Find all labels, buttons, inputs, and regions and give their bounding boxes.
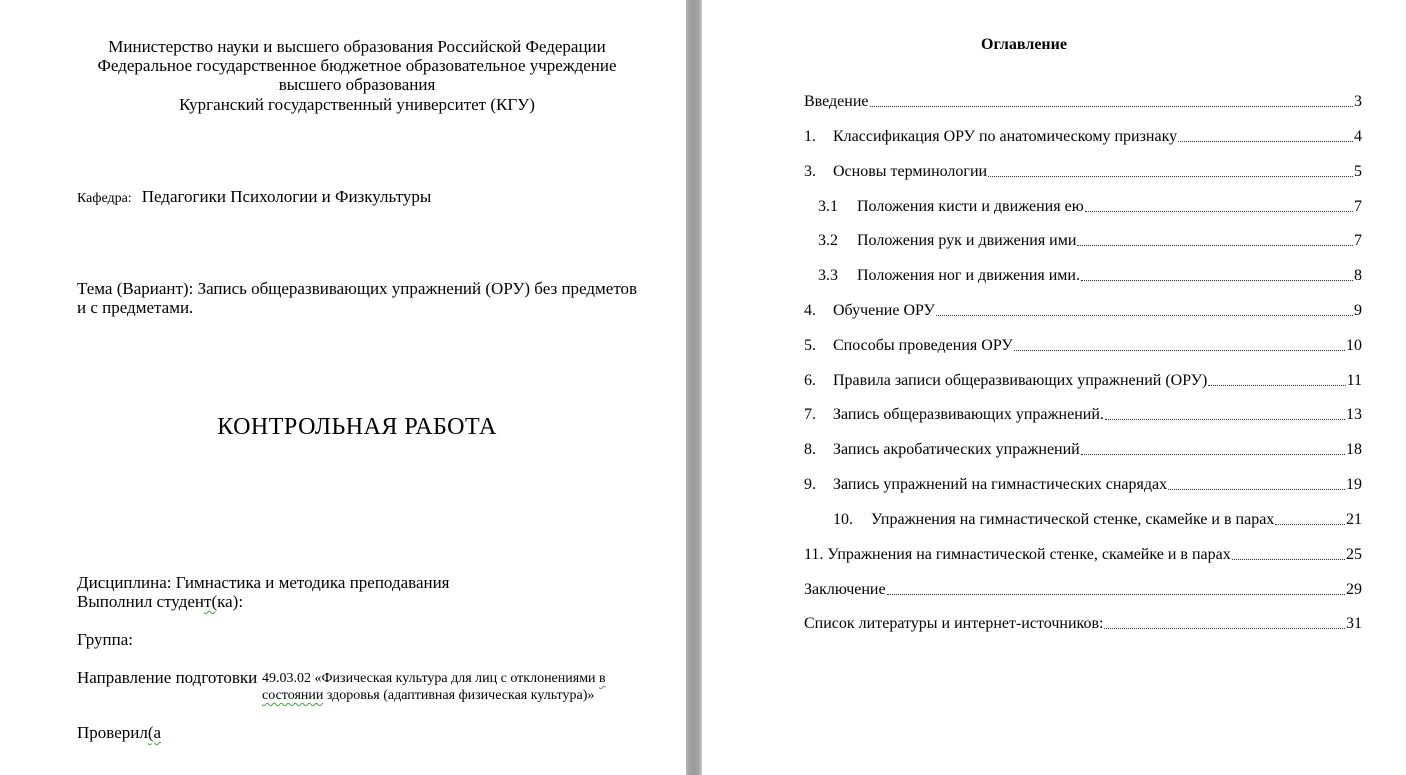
toc-entry[interactable] (804, 125, 1362, 147)
toc-entry-text: Основы терминологии (833, 163, 988, 180)
toc-entry[interactable] (804, 438, 1362, 460)
title-page (0, 0, 686, 775)
toc-entry-text: Классификация ОРУ по анатомическому признаку (833, 128, 1178, 145)
topic-line-1: Тема (Вариант): Запись общеразвивающих упражнений (ОРУ) без предметов (77, 279, 638, 298)
checked-by-line (77, 723, 161, 742)
toc-page-number: 21 (1346, 511, 1362, 528)
toc-leader (887, 594, 1345, 595)
toc-entry[interactable] (804, 578, 1362, 600)
toc-entry-text: Запись общеразвивающих упражнений. (833, 406, 1104, 423)
toc-entry[interactable] (804, 369, 1362, 391)
toc-page-number: 8 (1354, 267, 1362, 284)
toc-page-number: 25 (1346, 546, 1362, 563)
toc-leader (1232, 559, 1345, 560)
toc-title: Оглавление (981, 36, 1067, 53)
education-level-line: высшего образования (278, 75, 436, 94)
toc-entry[interactable] (804, 299, 1362, 321)
toc-entry-text: Запись акробатических упражнений (833, 441, 1080, 458)
student-line (77, 592, 243, 611)
toc-entry-text: Способы проведения ОРУ (833, 337, 1013, 354)
toc-entry-number: 4. (804, 302, 816, 319)
spellcheck-mark: в (599, 671, 606, 686)
toc-leader (1077, 245, 1353, 246)
toc-entry-number: 9. (804, 476, 816, 493)
toc-page-number: 3 (1354, 93, 1362, 110)
department-value: Педагогики Психологии и Физкультуры (141, 187, 432, 206)
direction-label: Направление подготовки (77, 668, 258, 687)
work-type-title: КОНТРОЛЬНАЯ РАБОТА (217, 414, 497, 440)
toc-entry-text: Положения кисти и движения ею (857, 198, 1084, 215)
toc-page-number: 4 (1354, 128, 1362, 145)
toc-entry-text: Положения ног и движения ими. (857, 267, 1080, 284)
toc-entry[interactable] (804, 90, 1362, 112)
toc-leader (1104, 628, 1345, 629)
toc-entry[interactable] (804, 473, 1362, 495)
toc-entry-number: 6. (804, 372, 816, 389)
toc-leader (936, 315, 1353, 316)
toc-entry-number: 10. (833, 511, 853, 528)
toc-entry-number: 8. (804, 441, 816, 458)
toc-entry-text: Список литературы и интернет-источников: (804, 615, 1104, 632)
group-line: Группа: (77, 630, 133, 649)
toc-entry-text: Введение (804, 93, 869, 110)
toc-leader (1208, 385, 1345, 386)
toc-entry[interactable] (804, 160, 1362, 182)
toc-leader (1105, 419, 1345, 420)
toc-entry-number: 5. (804, 337, 816, 354)
toc-entry[interactable] (833, 508, 1362, 530)
toc-entry[interactable] (804, 334, 1362, 356)
toc-page-number: 5 (1354, 163, 1362, 180)
toc-page-number: 7 (1354, 198, 1362, 215)
toc-page-number: 10 (1346, 337, 1362, 354)
toc-entry-number: 7. (804, 406, 816, 423)
toc-entry-text: Обучение ОРУ (833, 302, 935, 319)
page-separator (686, 0, 702, 775)
university-name-line: Курганский государственный университет (КГУ) (179, 95, 535, 114)
toc-entry-number: 3.3 (818, 267, 838, 284)
toc-page-number: 7 (1354, 232, 1362, 249)
toc-page-number: 18 (1346, 441, 1362, 458)
toc-leader (1081, 280, 1353, 281)
checked-by-label: Проверил (77, 723, 148, 742)
ministry-line: Министерство науки и высшего образования Российской Федерации (108, 37, 606, 56)
toc-leader (1168, 489, 1345, 490)
toc-page-number: 29 (1346, 581, 1362, 598)
spellcheck-mark: т( (204, 592, 218, 611)
student-label: Выполнил студен (77, 592, 205, 611)
toc-entry-text: Положения рук и движения ими (857, 232, 1077, 249)
toc-entry[interactable] (818, 195, 1362, 217)
institution-type-line: Федеральное государственное бюджетное образовательное учреждение (97, 56, 617, 75)
department-line (77, 187, 431, 207)
direction-value-line-1: 49.03.02 «Физическая культура для лиц с отклонениями в (262, 671, 606, 686)
toc-leader (1178, 141, 1353, 142)
toc-entry[interactable] (804, 543, 1362, 565)
toc-entry-text: 11. Упражнения на гимнастической стенке, скамейке и в парах (804, 546, 1231, 563)
student-label-end: ка): (217, 592, 244, 611)
toc-entry-text: Запись упражнений на гимнастических снарядах (833, 476, 1168, 493)
toc-page-number: 31 (1346, 615, 1362, 632)
spellcheck-mark: состоянии (262, 688, 324, 703)
toc-page-number: 13 (1346, 406, 1362, 423)
contents-page (702, 0, 1406, 775)
toc-page-number: 9 (1354, 302, 1362, 319)
toc-leader (1085, 211, 1353, 212)
toc-page-number: 19 (1346, 476, 1362, 493)
toc-entry-text: Правила записи общеразвивающих упражнений (ОРУ) (833, 372, 1208, 389)
toc-entry[interactable] (818, 264, 1362, 286)
toc-entry[interactable] (804, 612, 1362, 634)
toc-page-number: 11 (1346, 372, 1362, 389)
toc-entry[interactable] (804, 403, 1362, 425)
toc-leader (988, 176, 1353, 177)
toc-leader (1081, 454, 1345, 455)
toc-entry[interactable] (818, 229, 1362, 251)
toc-entry-number: 3. (804, 163, 816, 180)
topic-line-2: и с предметами. (77, 298, 194, 317)
discipline-line: Дисциплина: Гимнастика и методика преподавания (77, 573, 450, 592)
toc-leader (870, 106, 1354, 107)
direction-value-line-2: состоянии здоровья (адаптивная физическая культура)» (262, 688, 595, 703)
spellcheck-mark: (а (147, 723, 162, 742)
department-label: Кафедра: (77, 191, 132, 206)
toc-leader (1275, 524, 1345, 525)
toc-leader (1014, 350, 1345, 351)
toc-entry-number: 1. (804, 128, 816, 145)
toc-entry-number: 3.2 (818, 232, 838, 249)
toc-entry-number: 3.1 (818, 198, 838, 215)
toc-entry-text: Упражнения на гимнастической стенке, скамейке и в парах (871, 511, 1275, 528)
toc-entry-text: Заключение (804, 581, 886, 598)
